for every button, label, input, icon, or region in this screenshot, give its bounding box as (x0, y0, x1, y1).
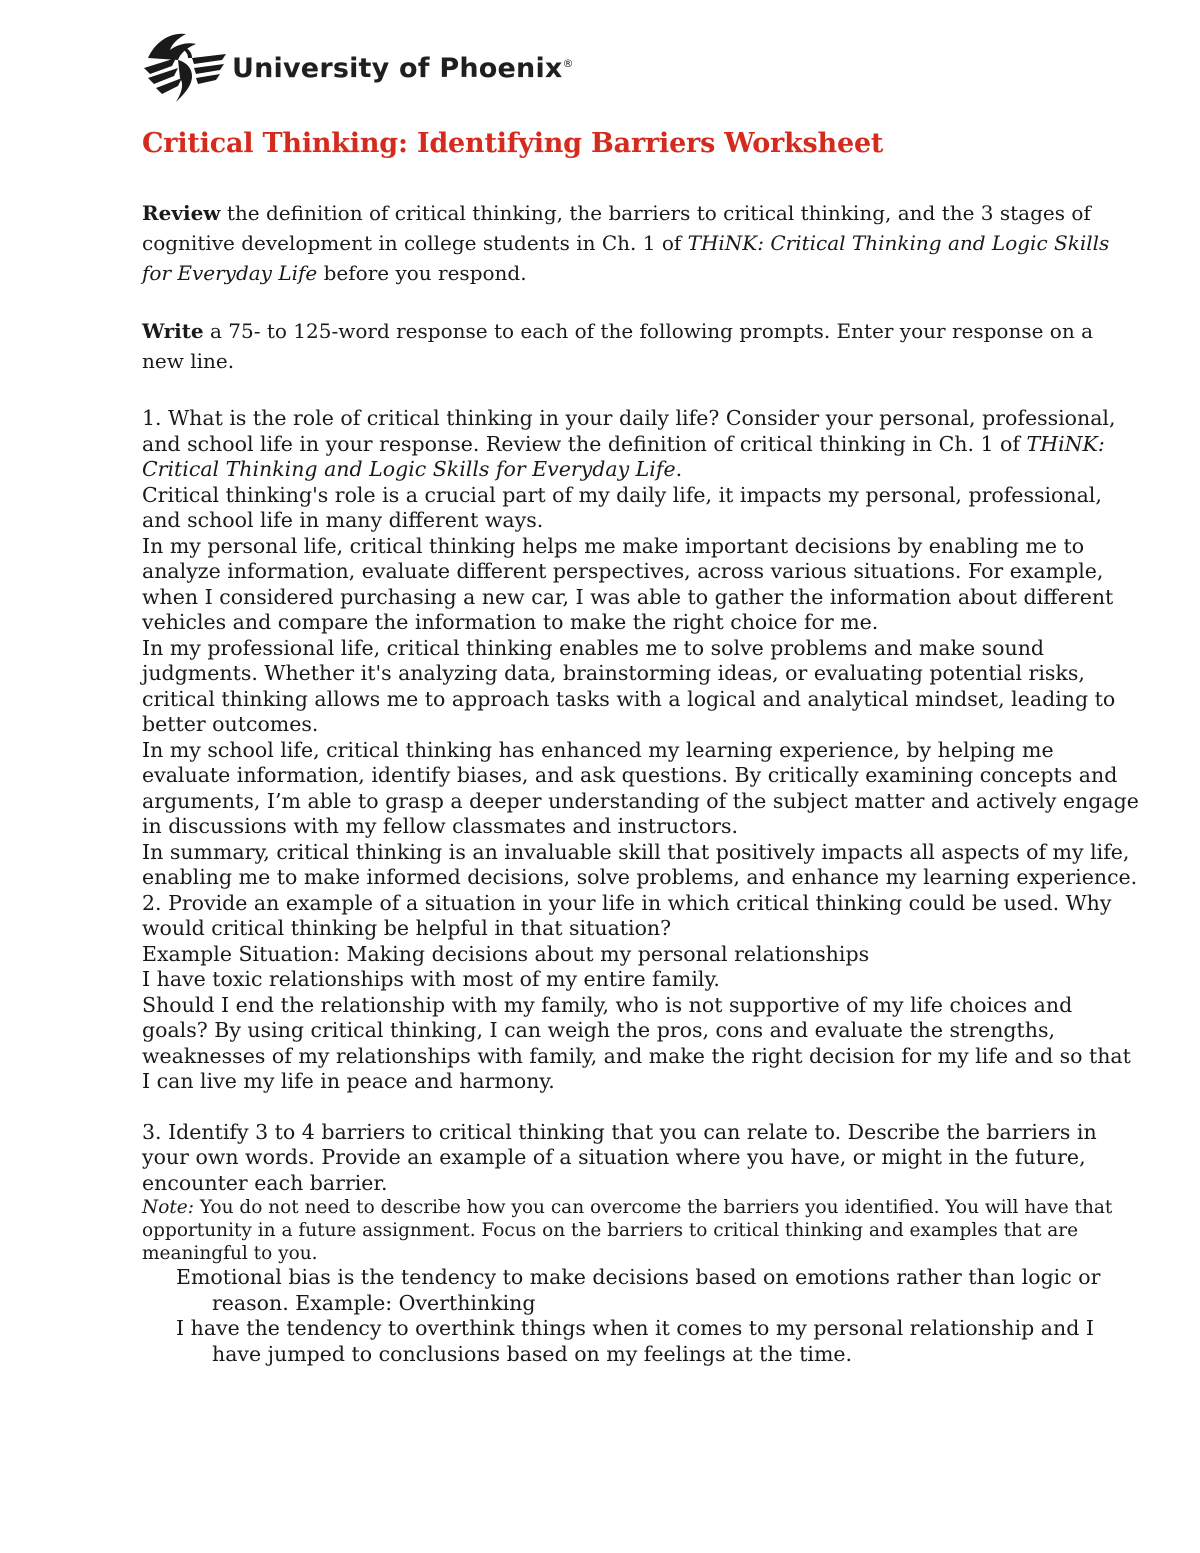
answer-2-paragraph: Example Situation: Making decisions about my personal relationships (142, 941, 870, 966)
answer-2-paragraph: I have toxic relationships with most of my entire family. (142, 967, 720, 991)
header (142, 28, 574, 108)
question-2-prompt: 2. Provide an example of a situation in your life in which critical thinking could be used. Why would critical thinking be helpful in that situation? (142, 890, 1112, 940)
answer-2-paragraph: Should I end the relationship with my family, who is not supportive of my life choices and goals? By using critical thinking, I can weigh the pros, cons and evaluate the strengths, weaknesses of my relationships with family, and make the right decision for my life and so that I can live my life in peace and harmony. (142, 992, 1131, 1093)
answer-1-paragraph: Critical thinking's role is a crucial part of my daily life, it impacts my personal, professional, and school life in many different ways. (142, 482, 1102, 532)
phoenix-logo-icon (142, 28, 228, 108)
answer-1-paragraph: In summary, critical thinking is an invaluable skill that positively impacts all aspects of my life, enabling me to make informed decisions, solve problems, and enhance my learning experience. (142, 839, 1138, 889)
answer-3-paragraph: I have the tendency to overthink things when it comes to my personal relationship and I have jumped to conclusions based on my feelings at the time. (176, 1316, 1094, 1366)
intro-review-paragraph: Review the definition of critical thinking, the barriers to critical thinking, and the 3 stages of cognitive development in college students in Ch. 1 of THiNK: Critical Thinking and Logic Skills for Everyday Life before you respond. (142, 201, 1110, 285)
intro-write-paragraph: Write a 75- to 125-word response to each of the following prompts. Enter your response on a new line. (142, 319, 1093, 373)
spacer (142, 1095, 1142, 1120)
brand-name: University of Phoenix® (232, 52, 574, 84)
question-1-prompt: 1. What is the role of critical thinking in your daily life? Consider your personal, professional, and school life in your response. Review the definition of critical thinking in Ch. 1 of THiNK: Critical Thinking and Logic Skills for Everyday Life. (142, 406, 1116, 481)
question-3-note: Note: You do not need to describe how you can overcome the barriers you identified. You will have that opportunity in a future assignment. Focus on the barriers to critical thinking and examples that are meaningful to you. (142, 1197, 1113, 1264)
question-3-prompt: 3. Identify 3 to 4 barriers to critical thinking that you can relate to. Describe the barriers in your own words. Provide an example of a situation where you have, or might in the future, encounter each barrier. (142, 1119, 1097, 1195)
answer-1-paragraph: In my professional life, critical thinking enables me to solve problems and make sound judgments. Whether it's analyzing data, brainstorming ideas, or evaluating potential risks, critical thinking allows me to approach tasks with a logical and analytical mindset, leading to better outcomes. (142, 635, 1116, 736)
worksheet-content (142, 406, 1142, 1367)
answer-1-paragraph: In my school life, critical thinking has enhanced my learning experience, by helping me evaluate information, identify biases, and ask questions. By critically examining concepts and arguments, I’m able to grasp a deeper understanding of the subject matter and actively engage in discussions with my fellow classmates and instructors. (142, 737, 1139, 838)
worksheet-title: Critical Thinking: Identifying Barriers Worksheet (142, 128, 884, 159)
answer-1-paragraph: In my personal life, critical thinking helps me make important decisions by enabling me to analyze information, evaluate different perspectives, across various situations. For example, when I considered purchasing a new car, I was able to gather the information about different vehicles and compare the information to make the right choice for me. (142, 533, 1114, 634)
answer-3-paragraph: Emotional bias is the tendency to make decisions based on emotions rather than logic or reason. Example: Overthinking (176, 1265, 1101, 1315)
